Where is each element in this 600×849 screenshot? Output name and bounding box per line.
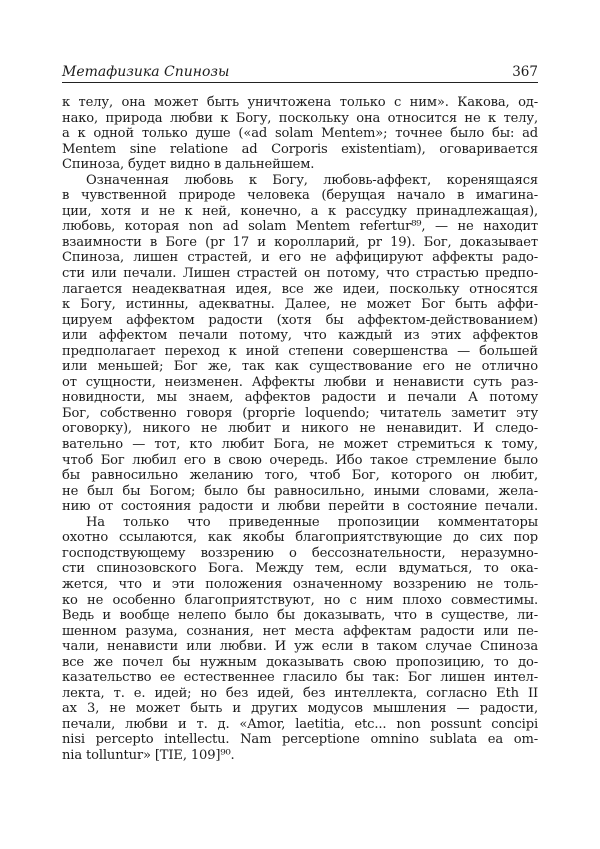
paragraph	[62, 515, 538, 764]
text-line: к Богу, истинны, адекватны. Далее, не может Бог быть аффи-	[62, 297, 538, 313]
text-line: оговорку), никого не любит и никого не ненавидит. И следо-	[62, 421, 538, 437]
text-line: новидности, мы знаем, аффектов радости и печали А потому	[62, 390, 538, 406]
text-line: не был бы Богом; было бы равносильно, иными словами, жела-	[62, 483, 538, 499]
text-line: Бог, собственно говоря (proprie loquendo; читатель заметит эту	[62, 405, 538, 421]
text-line: Ведь и вообще нелепо было бы доказывать, что в существе, ли-	[62, 608, 538, 624]
text-line: взаимности в Боге (pr 17 и королларий, pr 19). Бог, доказывает	[62, 234, 538, 250]
text-line: чтоб Бог любил его в свою очередь. Ибо такое стремление было	[62, 452, 538, 468]
text-line: лагается неадекватная идея, все же идеи, поскольку относятся	[62, 281, 538, 297]
text-line: Mentem sine relatione ad Corporis existentiam), оговаривается	[62, 141, 538, 157]
text-line: любовь, которая non ad solam Mentem refertur⁸⁹, — не находит	[62, 219, 538, 235]
text-line: от сущности, неизменен. Аффекты любви и ненависти суть раз-	[62, 374, 538, 390]
text-line: Спиноза, будет видно в дальнейшем.	[62, 157, 315, 173]
text-line: господствующему воззрению о бессознательности, неразумно-	[62, 545, 538, 561]
text-line: все же почел бы нужным доказывать свою пропозицию, то до-	[62, 654, 538, 670]
text-line: ко не особенно благоприятствуют, но с ним плохо совместимы.	[62, 592, 538, 608]
text-line: вательно — тот, кто любит Бога, не может стремиться к тому,	[62, 437, 538, 453]
text-line: ции, хотя и не к ней, конечно, а к рассудку принадлежащая),	[62, 203, 538, 219]
running-header-title: Метафизика Спинозы	[62, 64, 230, 80]
text-line: ах 3, не может быть и других модусов мышления — радости,	[62, 701, 538, 717]
text-line: или меньшей; Бог же, так как существование его не отлично	[62, 359, 538, 375]
text-line: предполагает переход к иной степени совершенства — большей	[62, 343, 538, 359]
page-number: 367	[512, 64, 538, 80]
text-line: нако, природа любви к Богу, поскольку она относится не к телу,	[62, 110, 538, 126]
text-line: бы равносильно желанию того, чтоб Бог, которого он любит,	[62, 468, 538, 484]
text-line: цируем аффектом радости (хотя бы аффектом-действованием)	[62, 312, 538, 328]
running-header	[62, 64, 538, 83]
text-line: нию от состояния радости и любви перейти в состояние печали.	[62, 499, 538, 515]
paragraph	[62, 173, 538, 515]
text-line: nisi percepto intellectu. Nam perceptione omnino sublata ea om-	[62, 732, 538, 748]
text-line: nia tolluntur» [TIE, 109]⁹⁰.	[62, 747, 235, 763]
text-line: к телу, она может быть уничтожена только с ним». Какова, од-	[62, 95, 538, 110]
text-line: охотно ссылаются, как якобы благоприятствующие до сих пор	[62, 530, 538, 546]
paragraph	[62, 95, 538, 173]
text-line: Означенная любовь к Богу, любовь-аффект, коренящаяся	[86, 172, 538, 188]
text-line: а к одной только душе («ad solam Mentem»; точнее было бы: ad	[62, 126, 538, 142]
text-line: сти спинозовского Бога. Между тем, если вдуматься, то ока-	[62, 561, 538, 577]
body-text	[62, 95, 538, 764]
text-line: лекта, т. е. идей; но без идей, без интеллекта, согласно Eth II	[62, 685, 538, 701]
text-line: Спиноза, лишен страстей, и его не аффицируют аффекты радо-	[62, 250, 538, 266]
text-line: казательство ее естественнее гласило бы так: Бог лишен интел-	[62, 670, 538, 686]
text-line: жется, что и эти положения означенному воззрению не толь-	[62, 576, 538, 592]
text-line: шенном разума, сознания, нет места аффектам радости или пе-	[62, 623, 538, 639]
text-line: чали, ненависти или любви. И уж если в таком случае Спиноза	[62, 639, 538, 655]
text-line: в чувственной природе человека (берущая начало в имагина-	[62, 188, 538, 204]
text-line: или аффектом печали потому, что каждый из этих аффектов	[62, 328, 538, 344]
text-line: печали, любви и т. д. «Amor, laetitia, etc... non possunt concipi	[62, 716, 538, 732]
text-line: На только что приведенные пропозиции комментаторы	[86, 514, 538, 530]
text-line: сти или печали. Лишен страстей он потому, что страстью предпо-	[62, 266, 538, 282]
